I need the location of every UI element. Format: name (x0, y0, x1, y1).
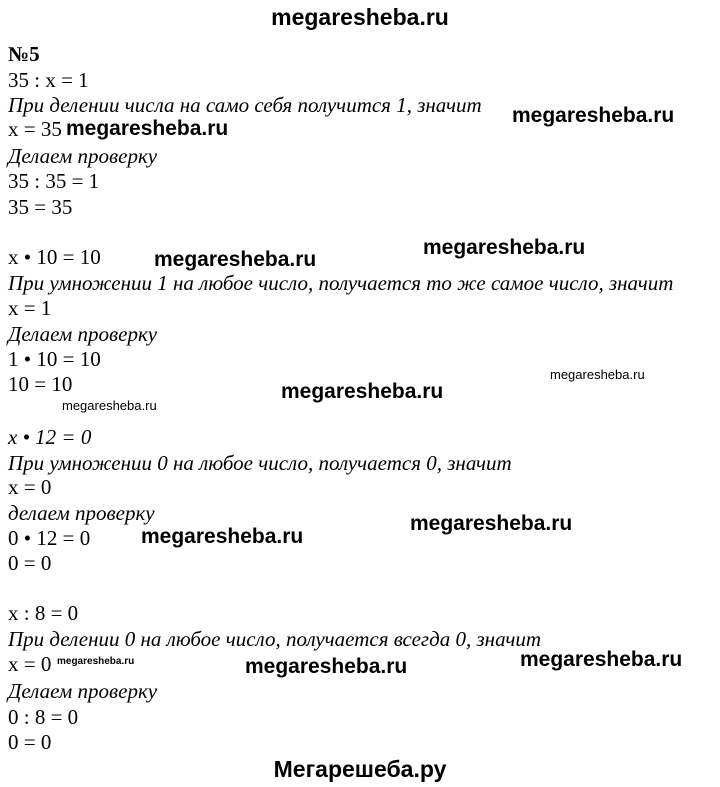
check-label-4: Делаем проверку (8, 679, 158, 703)
watermark: megaresheba.ru (281, 380, 444, 403)
explanation-4: При делении 0 на любое число, получается всегда 0, значит (8, 627, 541, 651)
task-number: №5 (8, 42, 40, 66)
site-header: megaresheba.ru (271, 4, 449, 30)
watermark: megaresheba.ru (245, 655, 408, 678)
site-footer: Мегарешеба.ру (273, 756, 447, 782)
equation-4: x : 8 = 0 (8, 601, 79, 625)
equation-2: x • 10 = 10 (8, 245, 101, 269)
answer-4: x = 0 (8, 652, 52, 676)
answer-1: x = 35 (8, 117, 62, 141)
watermark: megaresheba.ru (141, 525, 304, 548)
watermark: megaresheba.ru (423, 236, 586, 259)
explanation-1: При делении числа на само себя получится 1, значит (8, 93, 482, 117)
check-label-2: Делаем проверку (8, 322, 158, 346)
answer-3: x = 0 (8, 475, 52, 499)
check-4a: 0 : 8 = 0 (8, 705, 79, 729)
watermark: megaresheba.ru (57, 656, 135, 667)
equation-1: 35 : x = 1 (8, 68, 89, 92)
watermark: megaresheba.ru (550, 367, 645, 382)
watermark: megaresheba.ru (512, 104, 675, 127)
watermark: megaresheba.ru (410, 512, 573, 535)
watermark: megaresheba.ru (520, 648, 683, 671)
explanation-2: При умножении 1 на любое число, получается то же самое число, значит (8, 271, 674, 295)
check-3a: 0 • 12 = 0 (8, 526, 91, 550)
watermark: megaresheba.ru (154, 248, 317, 271)
explanation-3: При умножении 0 на любое число, получается 0, значит (8, 451, 512, 475)
check-4b: 0 = 0 (8, 730, 52, 754)
check-3b: 0 = 0 (8, 551, 52, 575)
watermark: megaresheba.ru (62, 398, 157, 413)
check-1a: 35 : 35 = 1 (8, 169, 100, 193)
watermark: megaresheba.ru (66, 117, 229, 140)
answer-2: x = 1 (8, 296, 52, 320)
check-2b: 10 = 10 (8, 372, 73, 396)
check-1b: 35 = 35 (8, 195, 73, 219)
check-label-1: Делаем проверку (8, 144, 158, 168)
equation-3: x • 12 = 0 (8, 425, 92, 449)
check-label-3: делаем проверку (8, 501, 155, 525)
check-2a: 1 • 10 = 10 (8, 347, 101, 371)
